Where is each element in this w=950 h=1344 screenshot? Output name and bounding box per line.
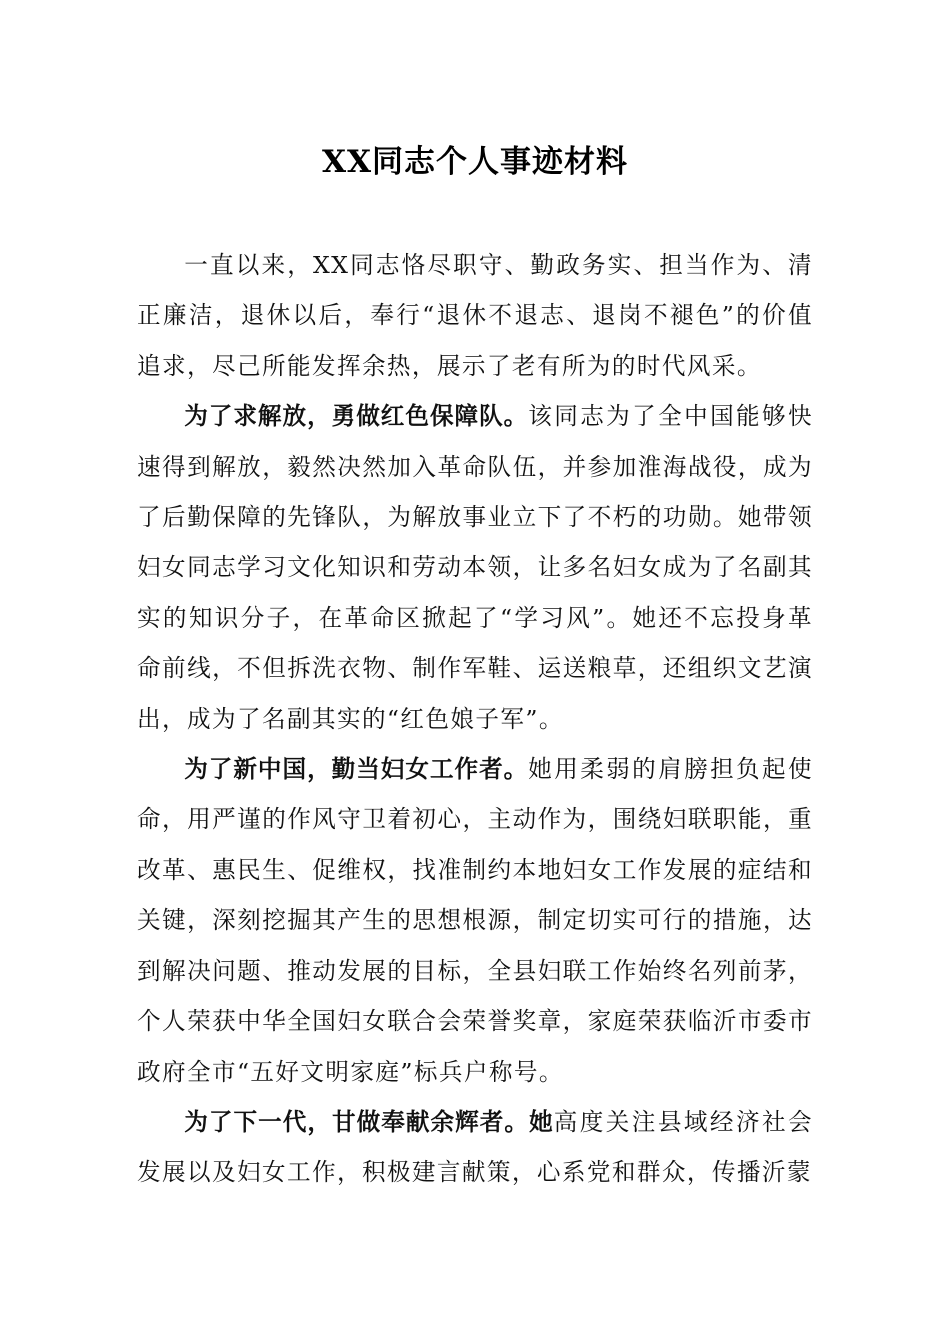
paragraph-lead: 为了求解放，勇做红色保障队。: [184, 402, 529, 431]
document-body: [137, 240, 813, 1198]
paragraph-text: 高度关注县域经济社会发展以及妇女工作，积极建言献策，心系党和群众，传播沂蒙: [137, 1107, 814, 1187]
paragraph-text: 该同志为了全中国能够快速得到解放，毅然决然加入革命队伍，并参加淮海战役，成为了后勤保障的先锋队，为解放事业立下了不朽的功勋。她带领妇女同志学习文化知识和劳动本领，让多名妇女成为了名副其实的知识分子，在革命区掀起了“学习风”。她还不忘投身革命前线，不但拆洗衣物、制作军鞋、运送粮草，还组织文艺演出，成为了名副其实的“红色娘子军”。: [137, 402, 813, 733]
paragraph-intro: [137, 240, 813, 391]
paragraph-lead: 为了下一代，甘做奉献余辉者。她: [184, 1107, 554, 1136]
document-title: XX同志个人事迹材料: [321, 144, 629, 180]
paragraph-new-china: [137, 744, 813, 1097]
paragraph-liberation: [137, 391, 813, 744]
paragraph-text: 一直以来，XX同志恪尽职守、勤政务实、担当作为、清正廉洁，退休以后，奉行“退休不退志、退岗不褪色”的价值追求，尽己所能发挥余热，展示了老有所为的时代风采。: [137, 251, 813, 380]
paragraph-next-generation: [137, 1097, 813, 1198]
paragraph-lead: 为了新中国，勤当妇女工作者。: [184, 755, 529, 784]
paragraph-text: 她用柔弱的肩膀担负起使命，用严谨的作风守卫着初心，主动作为，围绕妇联职能，重改革、惠民生、促维权，找准制约本地妇女工作发展的症结和关键，深刻挖掘其产生的思想根源，制定切实可行的措施，达到解决问题、推动发展的目标，全县妇联工作始终名列前茅，个人荣获中华全国妇女联合会荣誉奖章，家庭荣获临沂市委市政府全市“五好文明家庭”标兵户称号。: [137, 755, 813, 1086]
